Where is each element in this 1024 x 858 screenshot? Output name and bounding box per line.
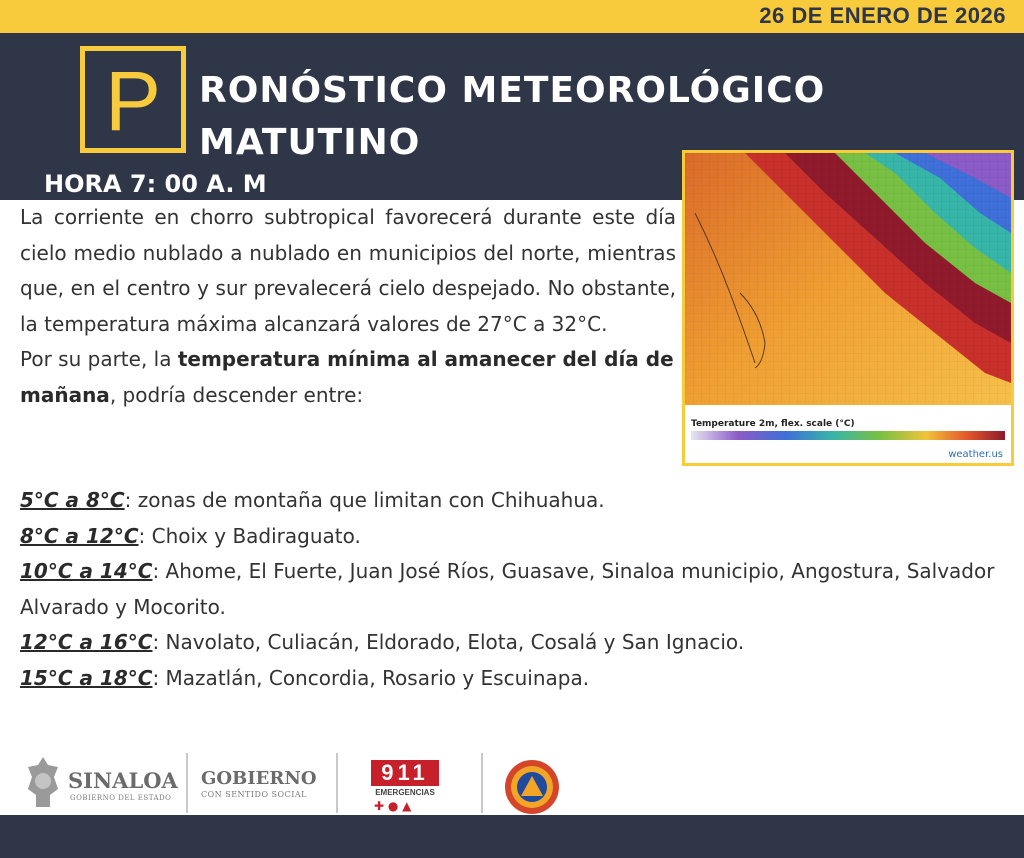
range-label: 5°C a 8°C xyxy=(20,488,125,512)
gobierno-logo-subtext: CON SENTIDO SOCIAL xyxy=(201,790,307,799)
temperature-map xyxy=(685,153,1011,463)
range-text: : Choix y Badiraguato. xyxy=(138,523,361,548)
temperature-map-frame xyxy=(682,150,1014,466)
top-bar xyxy=(0,0,1024,33)
page-title: RONÓSTICO METEOROLÓGICO xyxy=(199,70,826,111)
logo-divider xyxy=(186,753,188,813)
range-item xyxy=(20,483,1015,519)
emergency-label: EMERGENCIAS xyxy=(375,788,435,797)
range-label: 8°C a 12°C xyxy=(20,523,139,548)
range-text: : Mazatlán, Concordia, Rosario y Escuinapa. xyxy=(152,665,590,690)
minimum-temp-intro xyxy=(20,342,676,413)
emergency-icons: ✚ ● ▲ xyxy=(374,799,412,813)
gobierno-logo-text: GOBIERNO xyxy=(201,768,317,789)
sinaloa-logo-subtext: GOBIERNO DEL ESTADO xyxy=(70,794,172,802)
logo-divider xyxy=(336,753,338,813)
range-label: 10°C a 14°C xyxy=(20,559,153,583)
forecast-body xyxy=(20,200,676,413)
date-label: 26 DE ENERO DE 2026 xyxy=(759,3,1006,28)
temperature-map-image xyxy=(685,153,1011,463)
state-seal-icon xyxy=(24,755,62,811)
initial-letter-box xyxy=(80,46,186,153)
range-text: : Ahome, El Fuerte, Juan José Ríos, Guasave, Sinaloa municipio, Angostura, Salvador Alvarado y Mocorito. xyxy=(20,559,995,619)
logo-divider xyxy=(481,753,483,813)
range-item xyxy=(20,554,1015,625)
page-subtitle: MATUTINO xyxy=(199,122,421,163)
logo-strip xyxy=(0,745,1024,815)
intro-end: , podría descender entre: xyxy=(109,382,364,407)
intro-bold: temperatura mínima al amanecer del día de mañana xyxy=(20,347,674,407)
map-brand: weather.us xyxy=(948,449,1003,460)
range-text: : zonas de montaña que limitan con Chihuahua. xyxy=(124,488,605,512)
time-label: HORA 7: 00 A. M xyxy=(44,170,267,198)
forecast-paragraph: La corriente en chorro subtropical favorecerá durante este día cielo medio nublado a nublado en municipios del norte, mientras que, en el centro y sur prevalecerá cielo despejado. No obstante, la temperatura máxima alcanzará valores de 27°C a 32°C. xyxy=(20,205,676,336)
initial-letter: P xyxy=(104,54,162,148)
range-item xyxy=(20,519,1015,555)
civil-protection-icon xyxy=(503,758,561,816)
sinaloa-logo-text: SINALOA xyxy=(68,768,178,793)
range-text: : Navolato, Culiacán, Eldorado, Elota, Cosalá y San Ignacio. xyxy=(152,630,745,654)
map-caption: Temperature 2m, flex. scale (°C) xyxy=(691,419,855,429)
intro-start: Por su parte, la xyxy=(20,347,178,371)
bottom-bar xyxy=(0,815,1024,858)
range-label: 12°C a 16°C xyxy=(20,630,153,654)
range-item xyxy=(20,625,1015,661)
range-item xyxy=(20,661,1015,697)
range-label: 15°C a 18°C xyxy=(20,665,153,690)
emergency-number-logo: 911 xyxy=(371,760,439,786)
temperature-ranges xyxy=(20,483,1015,696)
